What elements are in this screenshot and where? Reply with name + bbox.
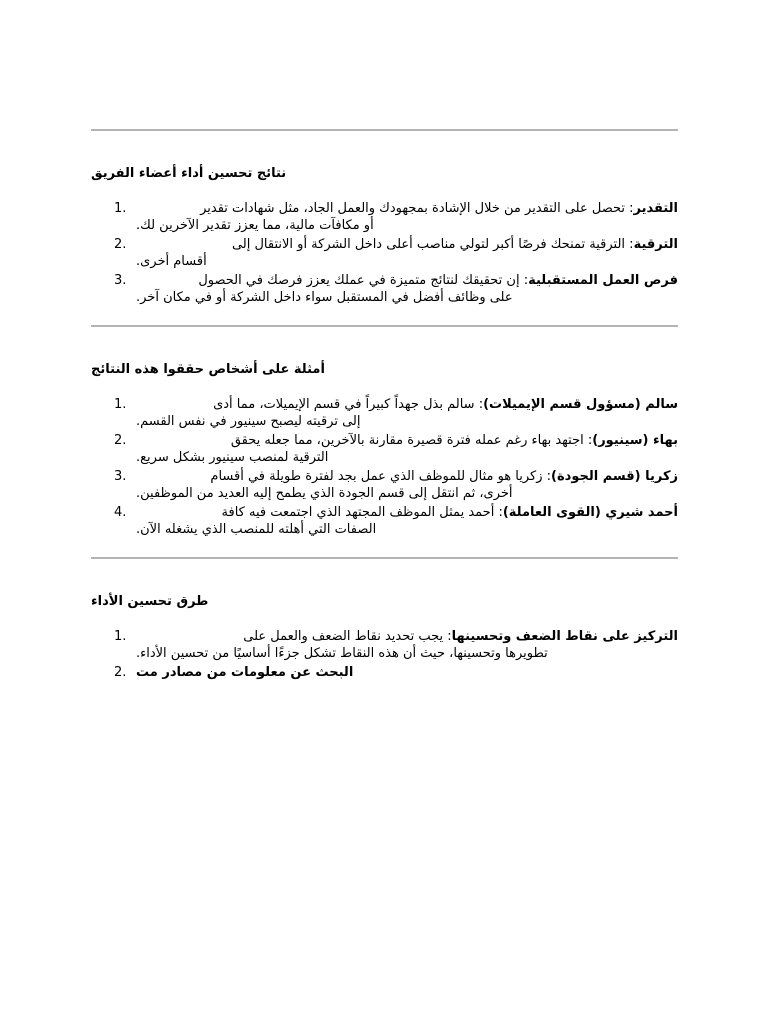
list-item (91, 664, 678, 681)
list-item (91, 236, 678, 270)
item-text: : الترقية تمنحك فرصًا أكبر لتولي مناصب أعلى داخل الشركة أو الانتقال إلى (231, 237, 634, 252)
list-item (91, 200, 678, 234)
item-text: : أحمد يمثل الموظف المجتهد الذي اجتمعت فيه كافة (221, 505, 503, 520)
list-number: 1. (114, 629, 127, 644)
section-methods (91, 594, 678, 681)
list-number: 3. (114, 273, 127, 288)
list-number: 1. (114, 201, 127, 216)
list-number: 1. (114, 397, 127, 412)
item-term: التقدير (633, 201, 678, 216)
item-term: الترقية (633, 237, 678, 252)
list-number: 2. (114, 433, 127, 448)
list-number: 3. (114, 469, 127, 484)
item-text: : تحصل على التقدير من خلال الإشادة بمجهودك والعمل الجاد، مثل شهادات تقدير (200, 201, 634, 216)
methods-list (91, 628, 678, 681)
document-page (91, 0, 678, 1024)
item-term: البحث عن معلومات من مصادر مت (136, 665, 354, 680)
results-list (91, 200, 678, 306)
list-item (91, 468, 678, 502)
item-term: التركيز على نقاط الضعف وتحسينها (451, 629, 678, 644)
item-text: : سالم بذل جهداً كبيراً في قسم الإيميلات، مما أدى (213, 397, 484, 412)
item-term: فرص العمل المستقبلية (528, 273, 678, 288)
list-item (91, 432, 678, 466)
item-term: زكريا (قسم الجودة) (551, 469, 678, 484)
item-text-continuation: على وظائف أفضل في المستقبل سواء داخل الشركة أو في مكان آخر. (136, 290, 513, 305)
item-text: : يجب تحديد نقاط الضعف والعمل على (243, 629, 452, 644)
section-results (91, 166, 678, 306)
list-number: 2. (114, 237, 127, 252)
section-heading: نتائج تحسين أداء أعضاء الفريق (91, 166, 287, 181)
section-divider (91, 325, 678, 327)
item-text-continuation: تطويرها وتحسينها، حيث أن هذه النقاط تشكل جزءًا أساسيًا من تحسين الأداء. (136, 646, 548, 661)
section-heading: طرق تحسين الأداء (91, 594, 209, 609)
item-text-continuation: أخرى، ثم انتقل إلى قسم الجودة الذي يطمح إليه العديد من الموظفين. (136, 486, 513, 501)
list-item (91, 272, 678, 306)
section-divider (91, 557, 678, 559)
list-number: 2. (114, 665, 127, 680)
item-text: : زكريا هو مثال للموظف الذي عمل بجد لفترة طويلة في أقسام (210, 469, 552, 484)
examples-list (91, 396, 678, 538)
item-text: : اجتهد بهاء رغم عمله فترة قصيرة مقارنة بالآخرين، مما جعله يحقق (230, 433, 593, 448)
section-heading: أمثلة على أشخاص حققوا هذه النتائج (91, 362, 325, 377)
item-text: : إن تحقيقك لنتائج متميزة في عملك يعزز فرصك في الحصول (198, 273, 529, 288)
item-text-continuation: الصفات التي أهلته للمنصب الذي يشغله الآن. (136, 522, 377, 537)
item-term: سالم (مسؤول قسم الإيميلات) (483, 397, 678, 412)
list-item (91, 628, 678, 662)
list-item (91, 504, 678, 538)
list-number: 4. (114, 505, 127, 520)
item-term: بهاء (سينيور) (592, 433, 678, 448)
item-text-continuation: أو مكافآت مالية، مما يعزز تقدير الآخرين لك. (136, 218, 374, 233)
section-divider (91, 129, 678, 131)
item-text-continuation: أقسام أخرى. (136, 254, 207, 269)
item-text-continuation: الترقية لمنصب سينيور بشكل سريع. (136, 450, 329, 465)
item-text-continuation: إلى ترقيته ليصبح سينيور في نفس القسم. (136, 414, 361, 429)
list-item (91, 396, 678, 430)
section-examples (91, 362, 678, 538)
item-term: أحمد شيري (القوى العاملة) (502, 505, 678, 520)
